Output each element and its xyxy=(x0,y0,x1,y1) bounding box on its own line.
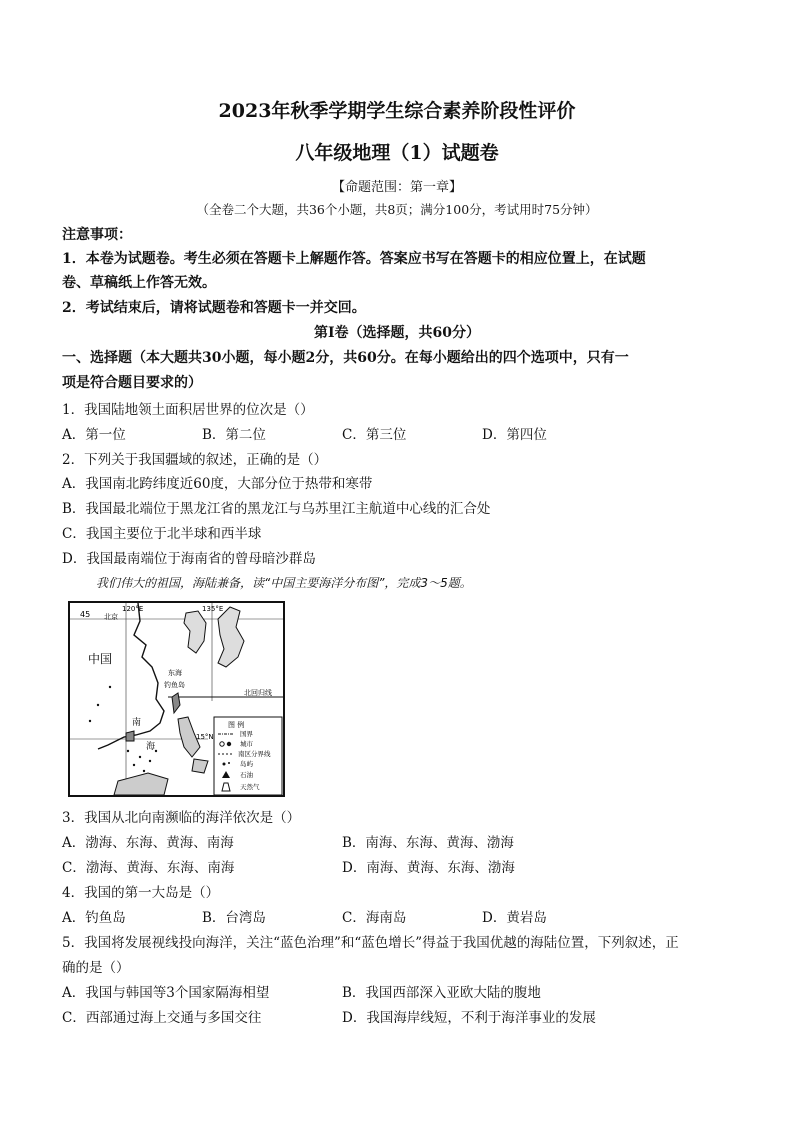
q4-stem: 4．我国的第一大岛是（） xyxy=(62,885,220,901)
legend-title: 图 例 xyxy=(228,721,245,729)
legend-item-5: 天然气 xyxy=(240,783,260,791)
exam-scope: 【命题范围：第一章】 xyxy=(331,180,462,195)
map-label-tropic: 北回归线 xyxy=(244,689,272,697)
map-label-sea: 海 xyxy=(146,742,156,752)
q3-option-c: C．渤海、黄海、东海、南海 xyxy=(62,860,235,876)
q4-option-b: B．台湾岛 xyxy=(202,910,266,926)
legend-item-4: 石油 xyxy=(240,771,253,779)
section-instruction-line-2: 项是符合题目要求的） xyxy=(62,375,202,391)
map-label-135e: 135°E xyxy=(202,605,224,613)
q2-option-d: D．我国最南端位于海南省的曾母暗沙群岛 xyxy=(62,551,316,567)
q4-option-a: A．钓鱼岛 xyxy=(62,910,126,926)
map-label-15n: 15°N xyxy=(196,733,214,741)
q4-option-c: C．海南岛 xyxy=(342,910,407,926)
map-label-45: 45 xyxy=(80,610,91,619)
map-label-china: 中国 xyxy=(88,652,113,666)
q3-option-d: D．南海、黄海、东海、渤海 xyxy=(342,860,515,876)
notice-heading: 注意事项： xyxy=(62,227,132,243)
q4-option-d: D．黄岩岛 xyxy=(482,910,547,926)
section-instruction-line-1: 一、选择题（本大题共30小题，每小题2分，共60分。在每小题给出的四个选项中，只有一 xyxy=(62,350,629,366)
map-label-east-sea: 东海 xyxy=(168,669,182,677)
q3-option-a: A．渤海、东海、黄海、南海 xyxy=(62,835,234,851)
exam-title: 2023年秋季学期学生综合素养阶段性评价 xyxy=(218,100,576,122)
map-label-beijing: 北京 xyxy=(104,613,118,621)
q5-option-a: A．我国与韩国等3个国家隔海相望 xyxy=(62,985,270,1001)
map-label-120e: 120°E xyxy=(122,605,144,613)
q1-option-a: A．第一位 xyxy=(62,427,126,443)
q1-option-b: B．第二位 xyxy=(202,427,266,443)
q5-stem-line-2: 确的是（） xyxy=(62,960,130,976)
q2-stem: 2．下列关于我国疆域的叙述，正确的是（） xyxy=(62,452,328,468)
legend-item-3: 岛屿 xyxy=(240,760,253,768)
map-legend xyxy=(214,717,282,795)
notice-item-1-line-2: 卷、草稿纸上作答无效。 xyxy=(62,275,216,291)
exam-info: （全卷二个大题，共36个小题，共8页；满分100分，考试用时75分钟） xyxy=(196,202,598,217)
legend-item-2: 南区分界线 xyxy=(238,750,271,758)
q5-option-b: B．我国西部深入亚欧大陆的腹地 xyxy=(342,985,541,1001)
map-label-diaoyu: 钓鱼岛 xyxy=(164,681,185,689)
q5-option-d: D．我国海岸线短，不利于海洋事业的发展 xyxy=(342,1010,596,1026)
q2-option-c: C．我国主要位于北半球和西半球 xyxy=(62,526,262,542)
notice-item-1-line-1: 1．本卷为试题卷。考生必须在答题卡上解题作答。答案应书写在答题卡的相应位置上，在试题 xyxy=(62,251,646,267)
legend-item-0: 国界 xyxy=(240,730,253,738)
part-title: 第Ⅰ卷（选择题，共60分） xyxy=(313,325,481,341)
q2-option-b: B．我国最北端位于黑龙江省的黑龙江与乌苏里江主航道中心线的汇合处 xyxy=(62,501,491,517)
q1-option-d: D．第四位 xyxy=(482,427,547,443)
q2-option-a: A．我国南北跨纬度近60度，大部分位于热带和寒带 xyxy=(62,476,373,492)
q5-option-c: C．西部通过海上交通与多国交往 xyxy=(62,1010,262,1026)
hainan-island xyxy=(126,731,134,741)
legend-item-1: 城市 xyxy=(240,740,253,748)
q5-stem-line-1: 5．我国将发展视线投向海洋，关注“蓝色治理”和“蓝色增长”得益于我国优越的海陆位置，下列叙述，正 xyxy=(62,935,679,951)
exam-subtitle: 八年级地理（1）试题卷 xyxy=(295,142,499,164)
q3-option-b: B．南海、东海、黄海、渤海 xyxy=(342,835,514,851)
q1-stem: 1．我国陆地领土面积居世界的位次是（） xyxy=(62,402,314,418)
notice-item-2: 2．考试结束后，请将试题卷和答题卡一并交回。 xyxy=(62,300,366,316)
map-intro: 我们伟大的祖国，海陆兼备，读“中国主要海洋分布图”，完成3～5题。 xyxy=(96,576,472,590)
q1-option-c: C．第三位 xyxy=(342,427,407,443)
q3-stem: 3．我国从北向南濒临的海洋依次是（） xyxy=(62,810,301,826)
map-label-south: 南 xyxy=(132,718,142,728)
china-seas-map xyxy=(68,601,285,797)
